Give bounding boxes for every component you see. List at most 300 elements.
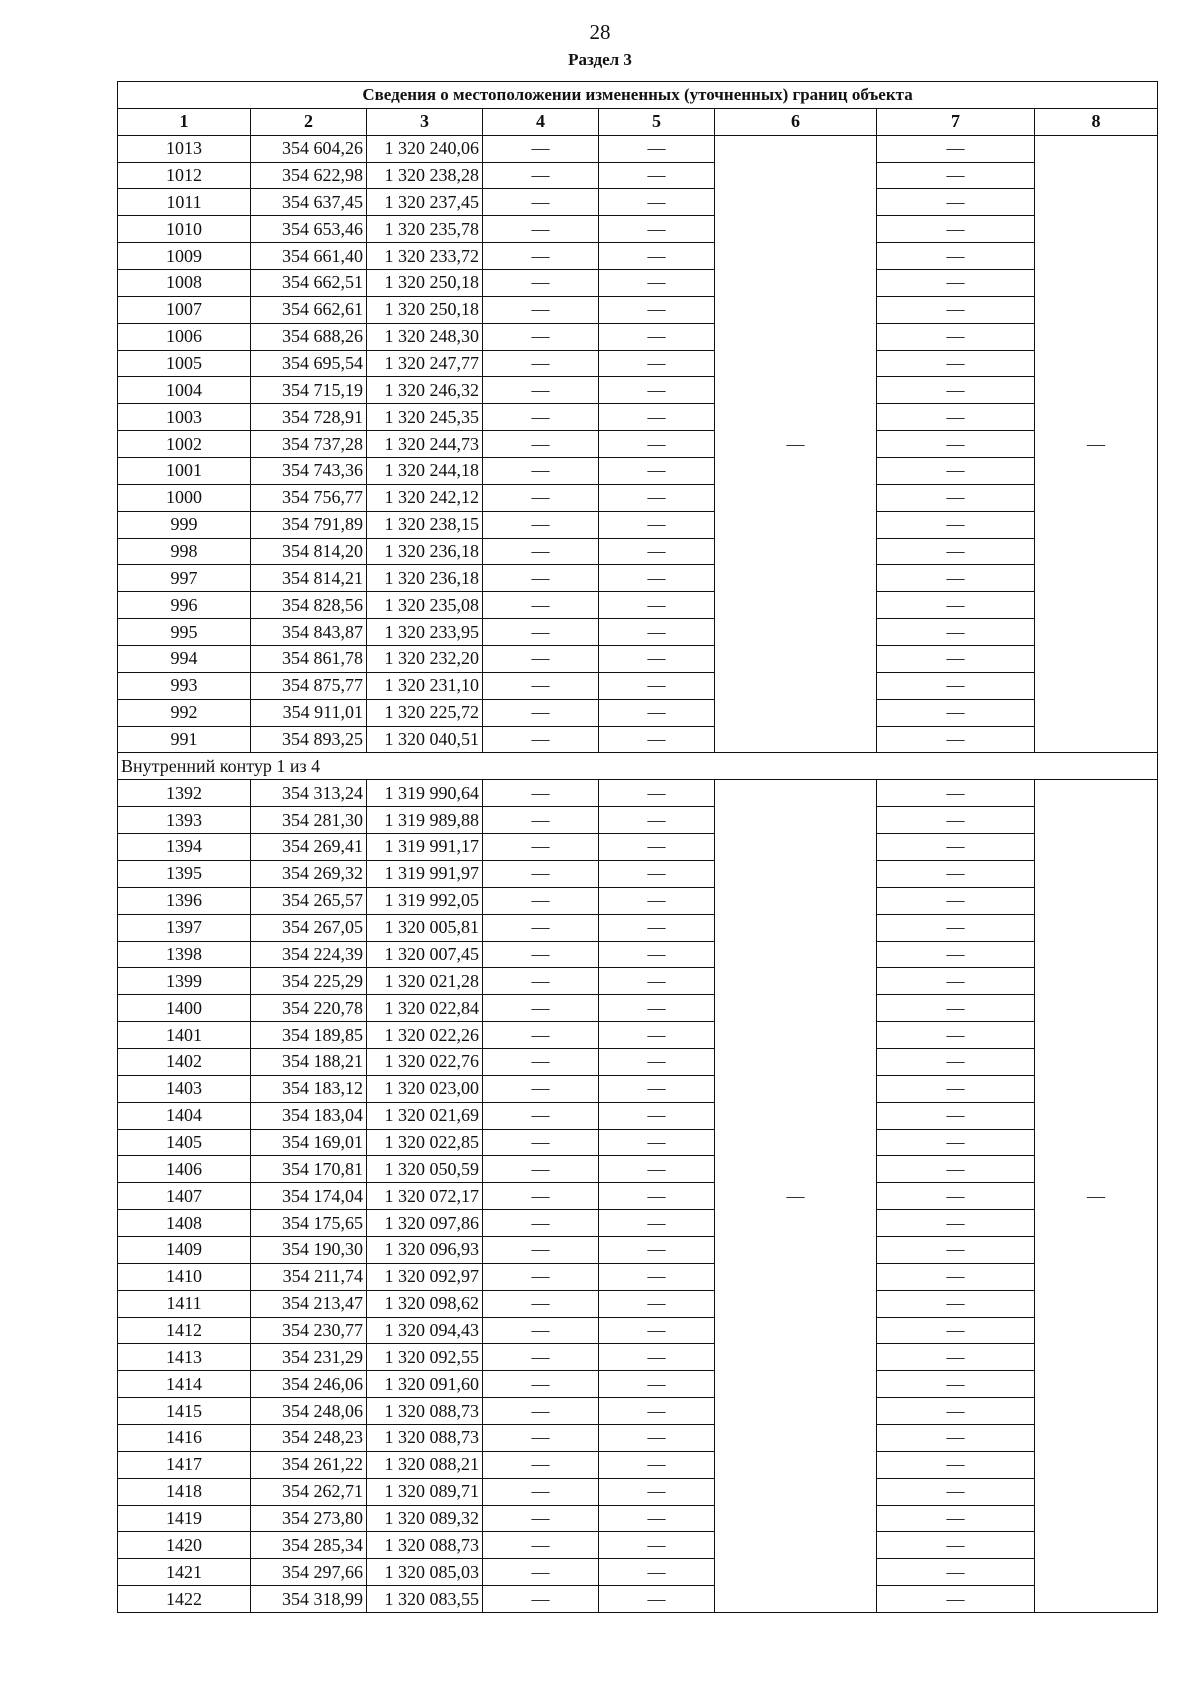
page-number: 28: [589, 20, 611, 44]
column-7-cell: —: [877, 1048, 1035, 1075]
column-7-cell: —: [877, 323, 1035, 350]
table-row: [118, 350, 1158, 377]
table-row: [118, 1075, 1158, 1102]
column-4-cell: —: [483, 323, 599, 350]
x-coordinate-cell: 354 814,21: [251, 565, 367, 592]
column-7-cell: —: [877, 1075, 1035, 1102]
table-row: [118, 1102, 1158, 1129]
table-row: [118, 1263, 1158, 1290]
y-coordinate-cell: 1 320 092,97: [367, 1263, 483, 1290]
point-number-cell: 999: [118, 511, 251, 538]
column-4-cell: —: [483, 1129, 599, 1156]
table-row: [118, 1451, 1158, 1478]
point-number-cell: 1408: [118, 1210, 251, 1237]
x-coordinate-cell: 354 843,87: [251, 619, 367, 646]
column-5-cell: —: [599, 1102, 715, 1129]
y-coordinate-cell: 1 320 050,59: [367, 1156, 483, 1183]
point-number-cell: 1412: [118, 1317, 251, 1344]
x-coordinate-cell: 354 265,57: [251, 887, 367, 914]
column-4-cell: —: [483, 887, 599, 914]
column-7-cell: —: [877, 726, 1035, 753]
point-number-cell: 1420: [118, 1532, 251, 1559]
x-coordinate-cell: 354 267,05: [251, 914, 367, 941]
table-row: [118, 1156, 1158, 1183]
y-coordinate-cell: 1 320 246,32: [367, 377, 483, 404]
y-coordinate-cell: 1 320 250,18: [367, 296, 483, 323]
table-row: [118, 672, 1158, 699]
column-4-cell: —: [483, 458, 599, 485]
point-number-cell: 997: [118, 565, 251, 592]
column-5-cell: —: [599, 511, 715, 538]
table-row: [118, 1048, 1158, 1075]
table-row: [118, 1290, 1158, 1317]
column-7-cell: —: [877, 1505, 1035, 1532]
point-number-cell: 1013: [118, 135, 251, 162]
point-number-cell: 1001: [118, 458, 251, 485]
table-row: [118, 1532, 1158, 1559]
table-row: [118, 1183, 1158, 1210]
column-5-cell: —: [599, 646, 715, 673]
table-body: [118, 135, 1158, 1612]
table-row: [118, 270, 1158, 297]
column-number-row: [118, 108, 1158, 135]
column-4-cell: —: [483, 1559, 599, 1586]
y-coordinate-cell: 1 320 231,10: [367, 672, 483, 699]
table-row: [118, 968, 1158, 995]
table-row: [118, 1398, 1158, 1425]
x-coordinate-cell: 354 297,66: [251, 1559, 367, 1586]
x-coordinate-cell: 354 313,24: [251, 780, 367, 807]
y-coordinate-cell: 1 320 083,55: [367, 1586, 483, 1613]
column-5-cell: —: [599, 672, 715, 699]
column-4-cell: —: [483, 350, 599, 377]
coordinates-table: [117, 81, 1158, 1613]
column-5-cell: —: [599, 135, 715, 162]
y-coordinate-cell: 1 320 232,20: [367, 646, 483, 673]
y-coordinate-cell: 1 320 022,26: [367, 1022, 483, 1049]
column-5-cell: —: [599, 834, 715, 861]
x-coordinate-cell: 354 211,74: [251, 1263, 367, 1290]
column-header-5: 5: [599, 108, 715, 135]
column-7-cell: —: [877, 484, 1035, 511]
column-5-cell: —: [599, 1263, 715, 1290]
point-number-cell: 1396: [118, 887, 251, 914]
y-coordinate-cell: 1 320 022,84: [367, 995, 483, 1022]
column-4-cell: —: [483, 189, 599, 216]
point-number-cell: 1011: [118, 189, 251, 216]
table-row: [118, 995, 1158, 1022]
column-5-cell: —: [599, 807, 715, 834]
y-coordinate-cell: 1 319 990,64: [367, 780, 483, 807]
column-5-cell: —: [599, 941, 715, 968]
column-4-cell: —: [483, 1424, 599, 1451]
x-coordinate-cell: 354 174,04: [251, 1183, 367, 1210]
column-5-cell: —: [599, 216, 715, 243]
y-coordinate-cell: 1 320 248,30: [367, 323, 483, 350]
point-number-cell: 1000: [118, 484, 251, 511]
table-row: [118, 1478, 1158, 1505]
y-coordinate-cell: 1 320 244,73: [367, 431, 483, 458]
point-number-cell: 1421: [118, 1559, 251, 1586]
column-7-cell: —: [877, 780, 1035, 807]
y-coordinate-cell: 1 319 989,88: [367, 807, 483, 834]
point-number-cell: 1418: [118, 1478, 251, 1505]
column-5-cell: —: [599, 484, 715, 511]
table-row: [118, 646, 1158, 673]
column-7-cell: —: [877, 1344, 1035, 1371]
column-5-cell: —: [599, 377, 715, 404]
column-4-cell: —: [483, 1156, 599, 1183]
y-coordinate-cell: 1 320 088,73: [367, 1424, 483, 1451]
point-number-cell: 998: [118, 538, 251, 565]
column-7-cell: —: [877, 887, 1035, 914]
column-7-cell: —: [877, 1478, 1035, 1505]
column-4-cell: —: [483, 1102, 599, 1129]
column-5-cell: —: [599, 162, 715, 189]
table-row: [118, 780, 1158, 807]
y-coordinate-cell: 1 320 237,45: [367, 189, 483, 216]
column-4-cell: —: [483, 484, 599, 511]
y-coordinate-cell: 1 320 238,28: [367, 162, 483, 189]
column-header-7: 7: [877, 108, 1035, 135]
table-row: [118, 699, 1158, 726]
point-number-cell: 1399: [118, 968, 251, 995]
column-5-cell: —: [599, 1317, 715, 1344]
table-row: [118, 243, 1158, 270]
column-header-4: 4: [483, 108, 599, 135]
point-number-cell: 1394: [118, 834, 251, 861]
x-coordinate-cell: 354 261,22: [251, 1451, 367, 1478]
column-8-merged-cell: —: [1035, 135, 1158, 753]
point-number-cell: 1406: [118, 1156, 251, 1183]
table-row: [118, 914, 1158, 941]
point-number-cell: 1414: [118, 1371, 251, 1398]
column-4-cell: —: [483, 807, 599, 834]
table-row: [118, 189, 1158, 216]
x-coordinate-cell: 354 189,85: [251, 1022, 367, 1049]
column-4-cell: —: [483, 1478, 599, 1505]
column-4-cell: —: [483, 1022, 599, 1049]
x-coordinate-cell: 354 188,21: [251, 1048, 367, 1075]
column-7-cell: —: [877, 1022, 1035, 1049]
column-7-cell: —: [877, 135, 1035, 162]
table-row: [118, 941, 1158, 968]
point-number-cell: 1395: [118, 860, 251, 887]
y-coordinate-cell: 1 320 242,12: [367, 484, 483, 511]
point-number-cell: 994: [118, 646, 251, 673]
point-number-cell: 1010: [118, 216, 251, 243]
column-4-cell: —: [483, 860, 599, 887]
table-row: [118, 484, 1158, 511]
x-coordinate-cell: 354 688,26: [251, 323, 367, 350]
table-row: [118, 1371, 1158, 1398]
column-5-cell: —: [599, 699, 715, 726]
y-coordinate-cell: 1 320 092,55: [367, 1344, 483, 1371]
column-6-merged-cell: —: [715, 780, 877, 1613]
point-number-cell: 1003: [118, 404, 251, 431]
column-7-cell: —: [877, 431, 1035, 458]
y-coordinate-cell: 1 320 088,73: [367, 1398, 483, 1425]
x-coordinate-cell: 354 220,78: [251, 995, 367, 1022]
table-row: [118, 1586, 1158, 1613]
column-5-cell: —: [599, 1236, 715, 1263]
column-7-cell: —: [877, 1102, 1035, 1129]
column-4-cell: —: [483, 270, 599, 297]
column-7-cell: —: [877, 511, 1035, 538]
column-4-cell: —: [483, 1183, 599, 1210]
column-4-cell: —: [483, 780, 599, 807]
x-coordinate-cell: 354 743,36: [251, 458, 367, 485]
column-4-cell: —: [483, 1075, 599, 1102]
y-coordinate-cell: 1 319 991,17: [367, 834, 483, 861]
x-coordinate-cell: 354 248,23: [251, 1424, 367, 1451]
x-coordinate-cell: 354 269,41: [251, 834, 367, 861]
table-row: [118, 1129, 1158, 1156]
table-row: [118, 565, 1158, 592]
column-4-cell: —: [483, 1398, 599, 1425]
column-5-cell: —: [599, 726, 715, 753]
x-coordinate-cell: 354 695,54: [251, 350, 367, 377]
x-coordinate-cell: 354 231,29: [251, 1344, 367, 1371]
y-coordinate-cell: 1 320 091,60: [367, 1371, 483, 1398]
y-coordinate-cell: 1 319 992,05: [367, 887, 483, 914]
column-5-cell: —: [599, 1424, 715, 1451]
x-coordinate-cell: 354 814,20: [251, 538, 367, 565]
table-row: [118, 1505, 1158, 1532]
y-coordinate-cell: 1 320 097,86: [367, 1210, 483, 1237]
column-4-cell: —: [483, 377, 599, 404]
y-coordinate-cell: 1 320 225,72: [367, 699, 483, 726]
point-number-cell: 1407: [118, 1183, 251, 1210]
column-5-cell: —: [599, 538, 715, 565]
column-4-cell: —: [483, 1290, 599, 1317]
table-row: [118, 404, 1158, 431]
column-7-cell: —: [877, 914, 1035, 941]
column-5-cell: —: [599, 1371, 715, 1398]
table-row: [118, 377, 1158, 404]
x-coordinate-cell: 354 893,25: [251, 726, 367, 753]
column-5-cell: —: [599, 189, 715, 216]
y-coordinate-cell: 1 320 235,08: [367, 592, 483, 619]
table-row: [118, 1424, 1158, 1451]
x-coordinate-cell: 354 791,89: [251, 511, 367, 538]
point-number-cell: 1012: [118, 162, 251, 189]
column-4-cell: —: [483, 1371, 599, 1398]
point-number-cell: 1009: [118, 243, 251, 270]
column-5-cell: —: [599, 1129, 715, 1156]
point-number-cell: 1397: [118, 914, 251, 941]
point-number-cell: 1004: [118, 377, 251, 404]
point-number-cell: 992: [118, 699, 251, 726]
y-coordinate-cell: 1 320 040,51: [367, 726, 483, 753]
table-caption: Сведения о местоположении измененных (уточненных) границ объекта: [118, 82, 1158, 109]
column-5-cell: —: [599, 458, 715, 485]
table-row: [118, 431, 1158, 458]
x-coordinate-cell: 354 653,46: [251, 216, 367, 243]
column-header-8: 8: [1035, 108, 1158, 135]
column-4-cell: —: [483, 216, 599, 243]
table-row: [118, 807, 1158, 834]
x-coordinate-cell: 354 273,80: [251, 1505, 367, 1532]
column-7-cell: —: [877, 243, 1035, 270]
column-4-cell: —: [483, 1532, 599, 1559]
column-7-cell: —: [877, 458, 1035, 485]
point-number-cell: 1392: [118, 780, 251, 807]
point-number-cell: 1008: [118, 270, 251, 297]
x-coordinate-cell: 354 269,32: [251, 860, 367, 887]
column-5-cell: —: [599, 243, 715, 270]
column-4-cell: —: [483, 162, 599, 189]
table-row: [118, 1210, 1158, 1237]
point-number-cell: 1005: [118, 350, 251, 377]
point-number-cell: 1400: [118, 995, 251, 1022]
y-coordinate-cell: 1 320 238,15: [367, 511, 483, 538]
caption-row: [118, 82, 1158, 109]
column-7-cell: —: [877, 1129, 1035, 1156]
column-7-cell: —: [877, 377, 1035, 404]
point-number-cell: 1002: [118, 431, 251, 458]
column-4-cell: —: [483, 995, 599, 1022]
column-4-cell: —: [483, 1210, 599, 1237]
column-7-cell: —: [877, 699, 1035, 726]
x-coordinate-cell: 354 756,77: [251, 484, 367, 511]
x-coordinate-cell: 354 170,81: [251, 1156, 367, 1183]
column-5-cell: —: [599, 1478, 715, 1505]
column-5-cell: —: [599, 1344, 715, 1371]
y-coordinate-cell: 1 319 991,97: [367, 860, 483, 887]
x-coordinate-cell: 354 662,51: [251, 270, 367, 297]
x-coordinate-cell: 354 285,34: [251, 1532, 367, 1559]
column-7-cell: —: [877, 672, 1035, 699]
column-4-cell: —: [483, 914, 599, 941]
table-row: [118, 538, 1158, 565]
column-4-cell: —: [483, 1586, 599, 1613]
column-7-cell: —: [877, 995, 1035, 1022]
column-4-cell: —: [483, 1263, 599, 1290]
column-4-cell: —: [483, 1451, 599, 1478]
column-7-cell: —: [877, 1290, 1035, 1317]
x-coordinate-cell: 354 246,06: [251, 1371, 367, 1398]
x-coordinate-cell: 354 183,04: [251, 1102, 367, 1129]
column-7-cell: —: [877, 1263, 1035, 1290]
column-7-cell: —: [877, 350, 1035, 377]
x-coordinate-cell: 354 230,77: [251, 1317, 367, 1344]
column-header-1: 1: [118, 108, 251, 135]
x-coordinate-cell: 354 828,56: [251, 592, 367, 619]
column-4-cell: —: [483, 135, 599, 162]
column-4-cell: —: [483, 968, 599, 995]
x-coordinate-cell: 354 224,39: [251, 941, 367, 968]
column-5-cell: —: [599, 1532, 715, 1559]
x-coordinate-cell: 354 248,06: [251, 1398, 367, 1425]
x-coordinate-cell: 354 213,47: [251, 1290, 367, 1317]
y-coordinate-cell: 1 320 089,32: [367, 1505, 483, 1532]
table-row: [118, 135, 1158, 162]
column-4-cell: —: [483, 672, 599, 699]
column-5-cell: —: [599, 1022, 715, 1049]
section-title: Раздел 3: [568, 50, 632, 69]
column-5-cell: —: [599, 1559, 715, 1586]
x-coordinate-cell: 354 661,40: [251, 243, 367, 270]
table-row: [118, 592, 1158, 619]
point-number-cell: 995: [118, 619, 251, 646]
column-5-cell: —: [599, 1398, 715, 1425]
column-4-cell: —: [483, 1505, 599, 1532]
column-7-cell: —: [877, 1183, 1035, 1210]
contour-separator-row: [118, 753, 1158, 780]
x-coordinate-cell: 354 728,91: [251, 404, 367, 431]
point-number-cell: 1417: [118, 1451, 251, 1478]
table-row: [118, 162, 1158, 189]
column-7-cell: —: [877, 1559, 1035, 1586]
column-5-cell: —: [599, 1586, 715, 1613]
x-coordinate-cell: 354 662,61: [251, 296, 367, 323]
column-5-cell: —: [599, 1290, 715, 1317]
point-number-cell: 1422: [118, 1586, 251, 1613]
x-coordinate-cell: 354 225,29: [251, 968, 367, 995]
column-7-cell: —: [877, 1398, 1035, 1425]
x-coordinate-cell: 354 637,45: [251, 189, 367, 216]
y-coordinate-cell: 1 320 250,18: [367, 270, 483, 297]
y-coordinate-cell: 1 320 098,62: [367, 1290, 483, 1317]
column-5-cell: —: [599, 323, 715, 350]
table-row: [118, 619, 1158, 646]
column-4-cell: —: [483, 1344, 599, 1371]
table-row: [118, 458, 1158, 485]
table-row: [118, 860, 1158, 887]
column-5-cell: —: [599, 1183, 715, 1210]
point-number-cell: 991: [118, 726, 251, 753]
column-7-cell: —: [877, 1210, 1035, 1237]
column-7-cell: —: [877, 1156, 1035, 1183]
x-coordinate-cell: 354 911,01: [251, 699, 367, 726]
y-coordinate-cell: 1 320 094,43: [367, 1317, 483, 1344]
point-number-cell: 1410: [118, 1263, 251, 1290]
y-coordinate-cell: 1 320 235,78: [367, 216, 483, 243]
y-coordinate-cell: 1 320 233,95: [367, 619, 483, 646]
column-7-cell: —: [877, 834, 1035, 861]
y-coordinate-cell: 1 320 096,93: [367, 1236, 483, 1263]
x-coordinate-cell: 354 190,30: [251, 1236, 367, 1263]
column-7-cell: —: [877, 1532, 1035, 1559]
column-5-cell: —: [599, 619, 715, 646]
column-4-cell: —: [483, 619, 599, 646]
y-coordinate-cell: 1 320 233,72: [367, 243, 483, 270]
y-coordinate-cell: 1 320 005,81: [367, 914, 483, 941]
x-coordinate-cell: 354 262,71: [251, 1478, 367, 1505]
column-7-cell: —: [877, 216, 1035, 243]
column-4-cell: —: [483, 538, 599, 565]
column-5-cell: —: [599, 860, 715, 887]
point-number-cell: 1416: [118, 1424, 251, 1451]
point-number-cell: 1402: [118, 1048, 251, 1075]
column-8-merged-cell: —: [1035, 780, 1158, 1613]
column-4-cell: —: [483, 565, 599, 592]
y-coordinate-cell: 1 320 007,45: [367, 941, 483, 968]
column-4-cell: —: [483, 431, 599, 458]
column-7-cell: —: [877, 1586, 1035, 1613]
point-number-cell: 1403: [118, 1075, 251, 1102]
x-coordinate-cell: 354 715,19: [251, 377, 367, 404]
column-6-merged-cell: —: [715, 135, 877, 753]
contour-label: Внутренний контур 1 из 4: [118, 753, 1158, 780]
column-7-cell: —: [877, 404, 1035, 431]
table-row: [118, 1344, 1158, 1371]
column-7-cell: —: [877, 538, 1035, 565]
point-number-cell: 1006: [118, 323, 251, 350]
column-7-cell: —: [877, 1451, 1035, 1478]
column-4-cell: —: [483, 646, 599, 673]
